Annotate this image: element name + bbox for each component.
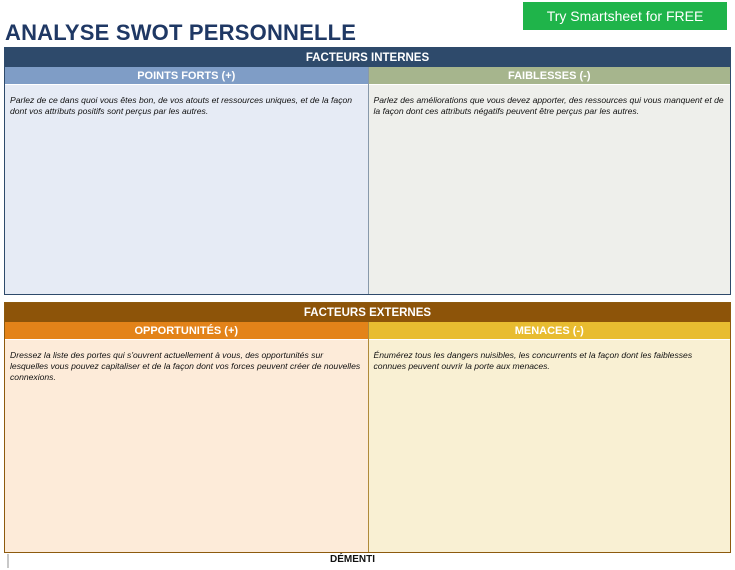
weaknesses-text[interactable]: Parlez des améliorations que vous devez apporter, des ressources qui vous manquent et de la façon dont ces attributs négatifs peuvent être perçus par les autres.	[369, 85, 731, 294]
disclaimer-label[interactable]: DÉMENTI	[330, 554, 375, 565]
try-smartsheet-button[interactable]: Try Smartsheet for FREE	[523, 2, 727, 30]
internal-factors-section	[4, 47, 731, 295]
weaknesses-header: FAIBLESSES (-)	[369, 67, 731, 85]
threats-text[interactable]: Énumérez tous les dangers nuisibles, les concurrents et la façon dont les faiblesses connues peuvent ouvrir la porte aux menaces.	[369, 340, 731, 552]
external-factors-header: FACTEURS EXTERNES	[5, 303, 730, 322]
threats-quadrant	[368, 322, 731, 552]
weaknesses-quadrant	[368, 67, 731, 294]
strengths-quadrant	[5, 67, 368, 294]
strengths-text[interactable]: Parlez de ce dans quoi vous êtes bon, de vos atouts et ressources uniques, et de la façon dont vos attributs positifs sont perçus par les autres.	[5, 85, 368, 294]
threats-header: MENACES (-)	[369, 322, 731, 340]
strengths-header: POINTS FORTS (+)	[5, 67, 368, 85]
internal-factors-header: FACTEURS INTERNES	[5, 48, 730, 67]
opportunities-quadrant	[5, 322, 368, 552]
internal-quadrants	[5, 67, 730, 294]
opportunities-header: OPPORTUNITÉS (+)	[5, 322, 368, 340]
opportunities-text[interactable]: Dressez la liste des portes qui s'ouvrent actuellement à vous, des opportunités sur lesquelles vous pouvez capitaliser et de la façon dont vos forces peuvent créer de nouvelles connexions.	[5, 340, 368, 552]
external-factors-section	[4, 302, 731, 553]
page-title: ANALYSE SWOT PERSONNELLE	[5, 20, 357, 45]
external-quadrants	[5, 322, 730, 552]
